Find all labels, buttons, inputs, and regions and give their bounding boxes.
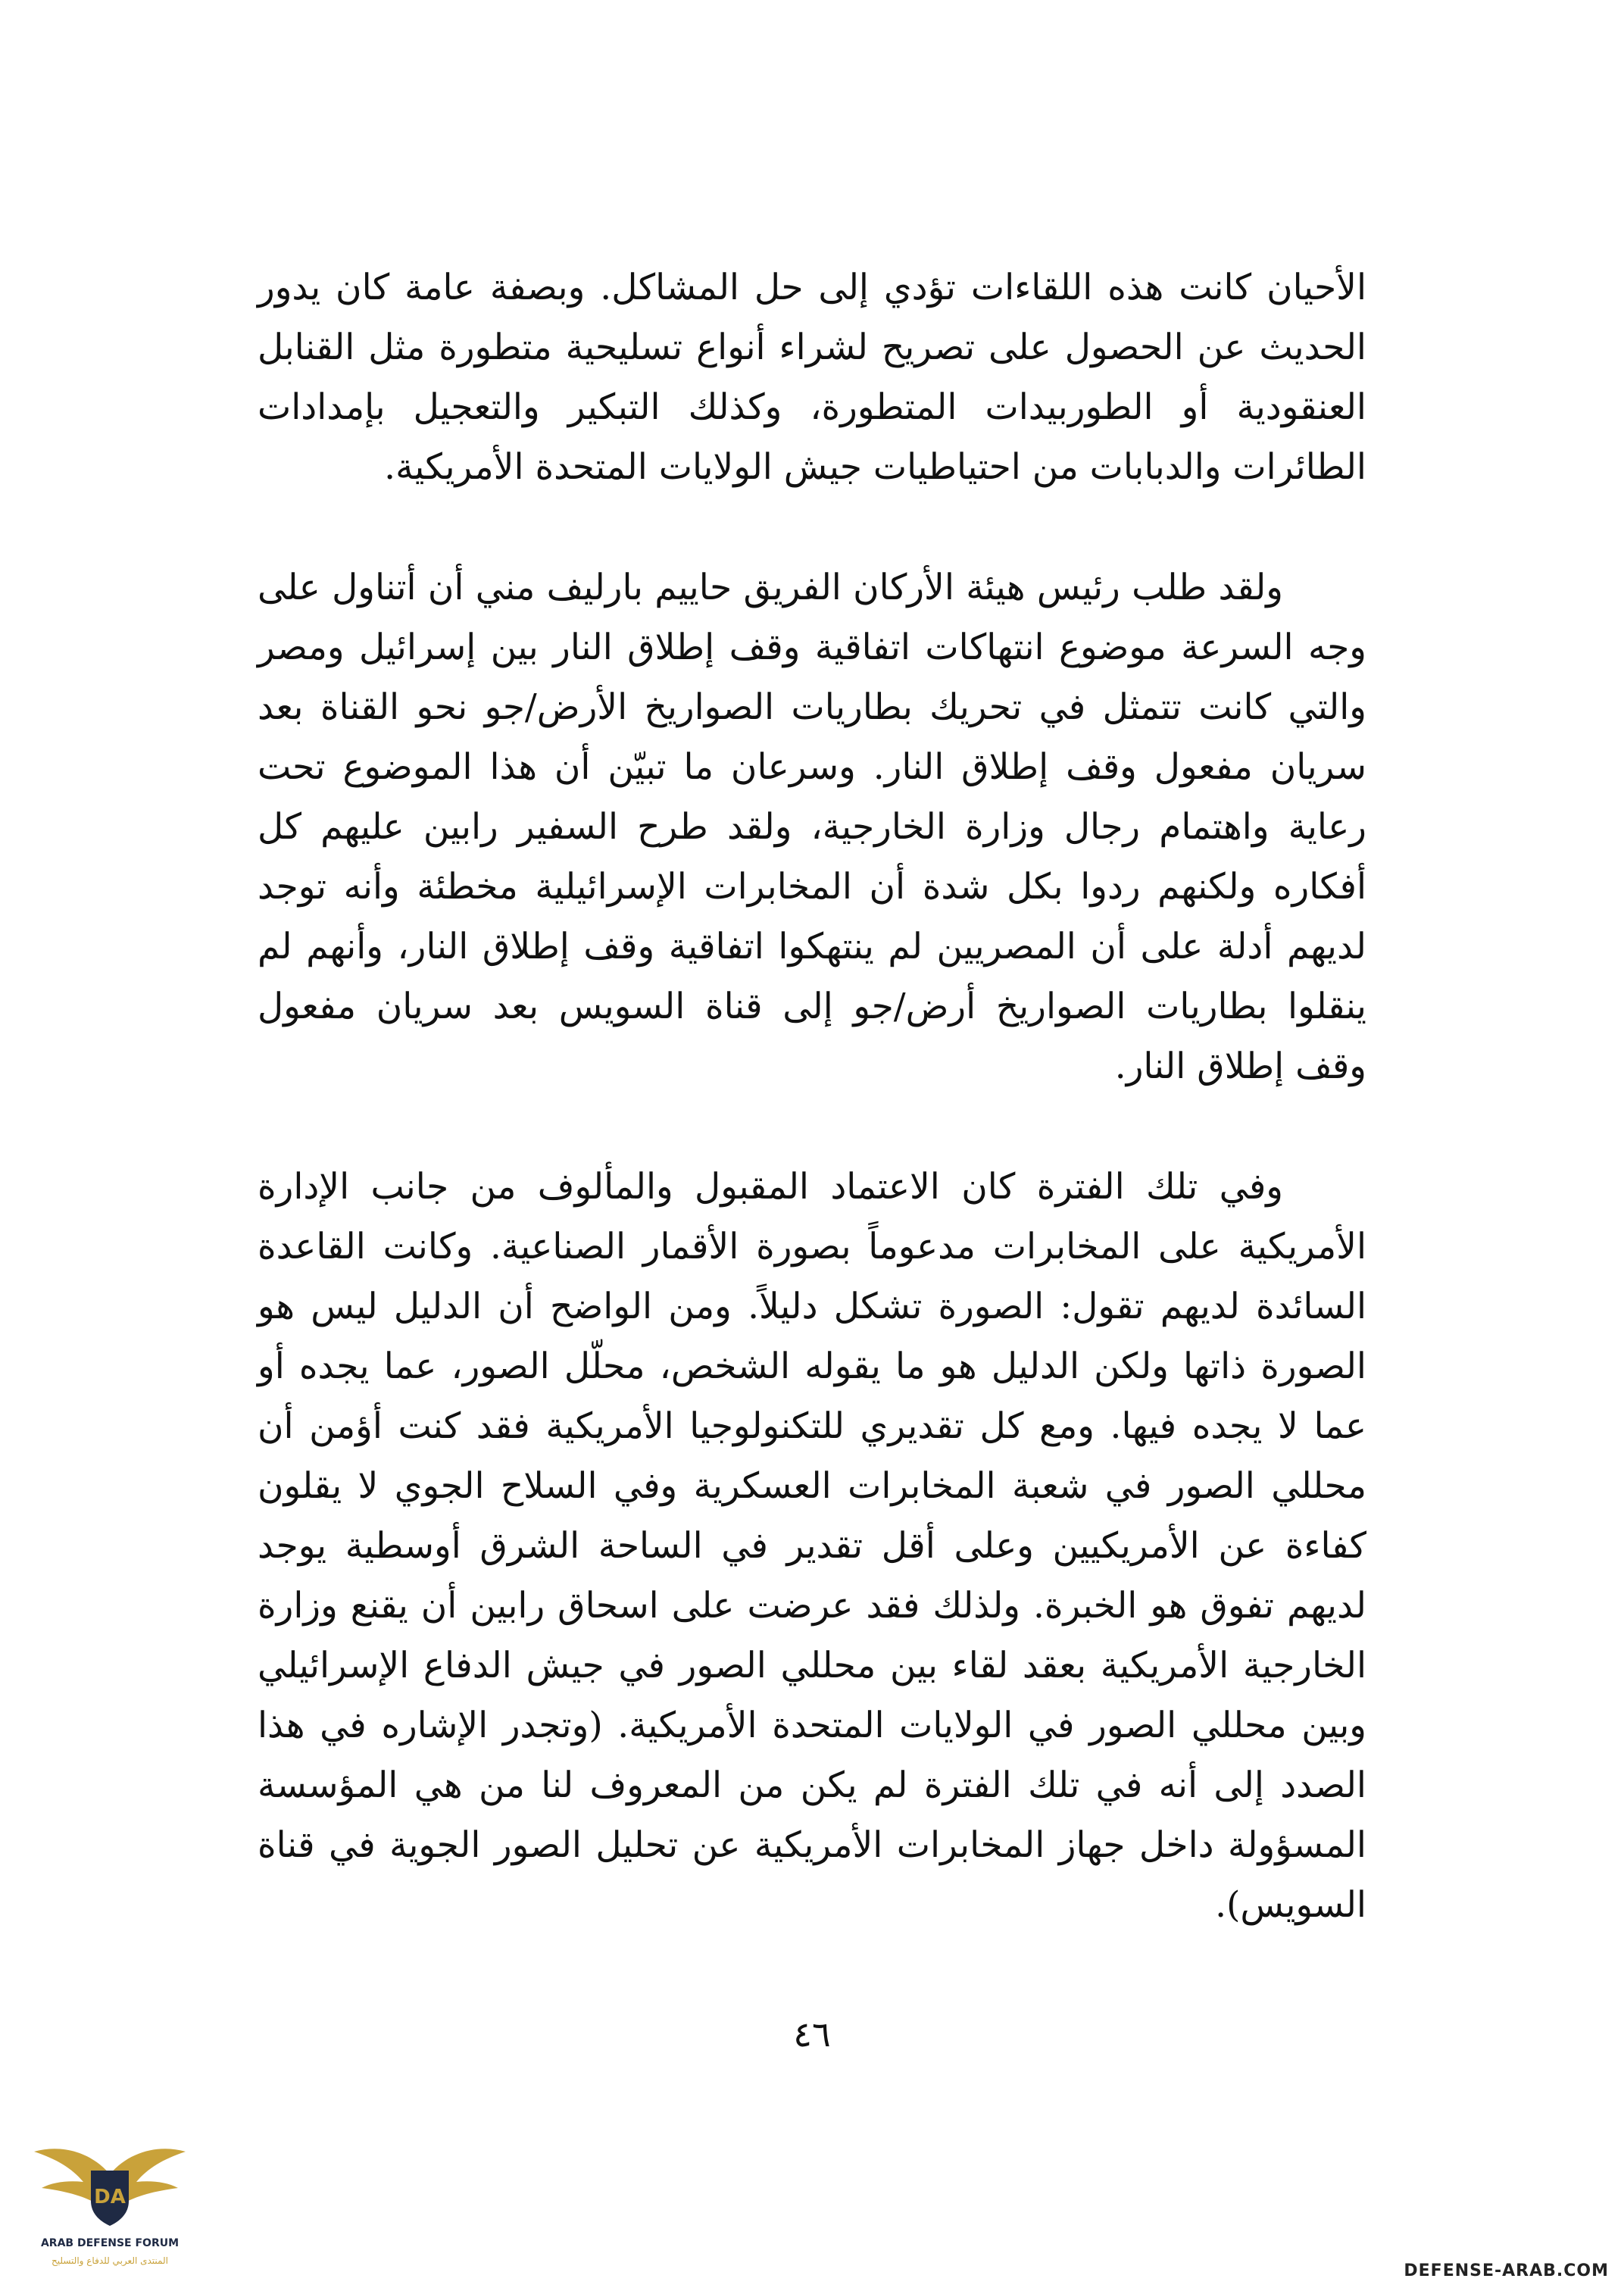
page-body <box>258 258 1366 1935</box>
paragraph-1: الأحيان كانت هذه اللقاءات تؤدي إلى حل المشاكل. وبصفة عامة كان يدور الحديث عن الحصول على تصريح لشراء أنواع تسليحية متطورة مثل القنابل العنقودية أو الطوربيدات المتطورة، وكذلك التبكير والتعجيل بإمدادات الطائرات والدبابات من احتياطيات جيش الولايات المتحدة الأمريكية. <box>258 267 1366 488</box>
logo-caption-arabic: المنتدى العربي للدفاع والتسليح <box>52 2255 168 2266</box>
eagle-wings-logo-icon <box>30 2121 189 2280</box>
page-number: ٤٦ <box>793 2014 831 2055</box>
paragraph-2: ولقد طلب رئيس هيئة الأركان الفريق حاييم بارليف مني أن أتناول على وجه السرعة موضوع انتهاكات اتفاقية وقف إطلاق النار بين إسرائيل ومصر والتي كانت تتمثل في تحريك بطاريات الصواريخ الأرض/جو نحو القناة بعد سريان مفعول وقف إطلاق النار. وسرعان ما تبيّن أن هذا الموضوع تحت رعاية واهتمام رجال وزارة الخارجية، ولقد طرح السفير رابين عليهم كل أفكاره ولكنهم ردوا بكل شدة أن المخابرات الإسرائيلية مخطئة وأنه توجد لديهم أدلة على أن المصريين لم ينتهكوا اتفاقية وقف إطلاق النار، وأنهم لم ينقلوا بطاريات الصواريخ أرض/جو إلى قناة السويس بعد سريان مفعول وقف إطلاق النار. <box>258 567 1366 1087</box>
forum-logo <box>30 2121 189 2280</box>
watermark-site: DEFENSE-ARAB.COM <box>1404 2261 1609 2280</box>
logo-caption: ARAB DEFENSE FORUM <box>40 2237 180 2249</box>
logo-monogram: DA <box>94 2186 126 2208</box>
paragraph-3: وفي تلك الفترة كان الاعتماد المقبول والمألوف من جانب الإدارة الأمريكية على المخابرات مدعوماً بصورة الأقمار الصناعية. وكانت القاعدة السائدة لديهم تقول: الصورة تشكل دليلاً. ومن الواضح أن الدليل ليس هو الصورة ذاتها ولكن الدليل هو ما يقوله الشخص، محلّل الصور، عما يجده أو عما لا يجده فيها. ومع كل تقديري للتكنولوجيا الأمريكية فقد كنت أؤمن أن محللي الصور في شعبة المخابرات العسكرية وفي السلاح الجوي لا يقلون كفاءة عن الأمريكيين وعلى أقل تقدير في الساحة الشرق أوسطية يوجد لديهم تفوق هو الخبرة. ولذلك فقد عرضت على اسحاق رابين أن يقنع وزارة الخارجية الأمريكية بعقد لقاء بين محللي الصور في جيش الدفاع الإسرائيلي وبين محللي الصور في الولايات المتحدة الأمريكية. (وتجدر الإشاره في هذا الصدد إلى أنه في تلك الفترة لم يكن من المعروف لنا من هي المؤسسة المسؤولة داخل جهاز المخابرات الأمريكية عن تحليل الصور الجوية في قناة السويس). <box>258 1166 1366 1926</box>
